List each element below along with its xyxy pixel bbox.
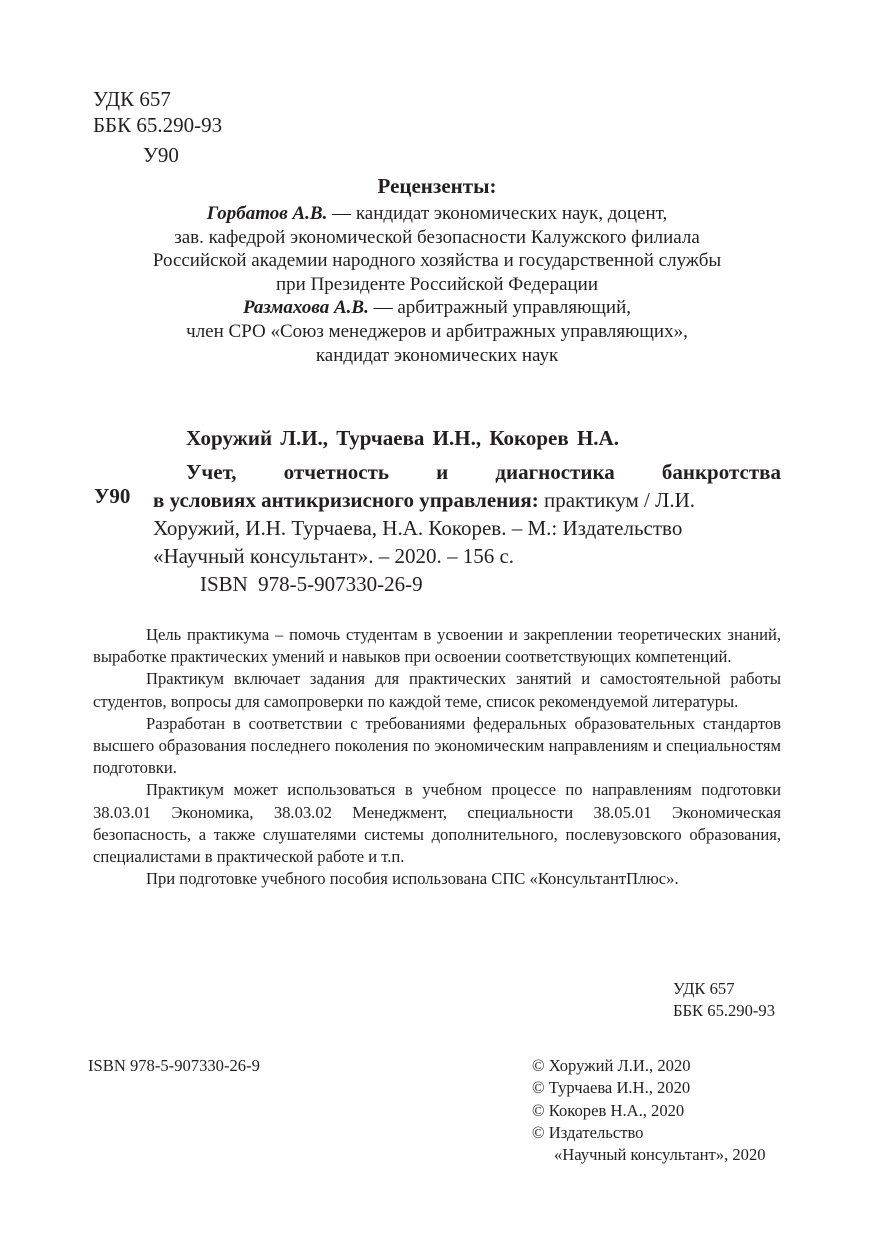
bibliographic-description — [153, 458, 781, 570]
reviewer-1-title: — кандидат экономических наук, доцент, — [327, 203, 668, 224]
copyright-line: © Турчаева И.Н., 2020 — [532, 1078, 691, 1098]
copyright-line: © Хоружий Л.И., 2020 — [532, 1056, 691, 1075]
reviewer-1-line-1 — [90, 202, 784, 226]
reviewer-2-name: Размахова А.В. — [243, 297, 369, 319]
reviewers-block — [90, 172, 784, 367]
annotation-paragraph: Практикум может использоваться в учебном процессе по направлениям подготовки 38.03.01 Экономика, 38.03.02 Менеджмент, специальности 38.05.01 Экономическая безопасность, а также слушателями системы дополнительного, послевузовского образования, специалистами в практической работе и т.п. — [93, 780, 781, 867]
reviewer-2-title: — арбитражный управляющий, — [368, 297, 631, 319]
bib-type: практикум / Л.И. — [538, 488, 696, 512]
copyright-block — [532, 1055, 766, 1166]
reviewer-1-line-3: Российской академии народного хозяйства и государственной службы — [152, 250, 722, 272]
reviewer-1-line-2: зав. кафедрой экономической безопасности Калужского филиала — [174, 226, 700, 248]
reviewer-1-line-4: при Президенте Российской Федерации — [275, 273, 599, 295]
bib-title-rest: в условиях антикризисного управления: — [153, 488, 539, 512]
isbn-bottom: ISBN 978-5-907330-26-9 — [88, 1056, 260, 1075]
annotation-paragraph: Практикум включает задания для практических занятий и самостоятельной работы студентов, вопросы для самопроверки по каждой теме, список рекомендуемой литературы. — [93, 669, 781, 711]
annotation-paragraph: Разработан в соответствии с требованиями федеральных образовательных стандартов высшего образования последнего поколения по экономическим направлениям и специальностям подготовки. — [93, 713, 781, 778]
reviewer-2-line-1 — [90, 296, 784, 320]
annotation-block — [93, 624, 781, 890]
reviewer-2-line-3: кандидат экономических наук — [315, 344, 559, 366]
bbk-code: ББК 65.290-93 — [93, 113, 223, 137]
bbk-code-bottom: ББК 65.290-93 — [673, 1001, 776, 1020]
reviewer-2-line-2: член СРО «Союз менеджеров и арбитражных управляющих», — [186, 320, 688, 342]
bib-line-4: «Научный консультант». – 2020. – 156 с. — [153, 544, 515, 568]
reviewer-1-name: Горбатов А.В. — [206, 203, 328, 224]
annotation-paragraph: При подготовке учебного пособия использована СПС «КонсультантПлюс». — [146, 869, 679, 889]
udk-code-bottom: УДК 657 — [673, 979, 735, 998]
bib-title-line-2 — [153, 486, 781, 514]
reviewers-heading: Рецензенты: — [377, 174, 497, 198]
udk-code: УДК 657 — [93, 87, 171, 111]
copyright-line: © Кокорев Н.А., 2020 — [532, 1100, 685, 1120]
copyright-line: © Издательство — [532, 1122, 644, 1142]
bib-line-3: Хоружий, И.Н. Турчаева, Н.А. Кокорев. – М.: Издательство — [153, 516, 683, 540]
copyright-publisher: «Научный консультант», 2020 — [554, 1145, 766, 1165]
isbn-main: ISBN 978-5-907330-26-9 — [200, 572, 423, 596]
bib-title-line-1: Учет, отчетность и диагностика банкротства — [186, 460, 781, 484]
author-sign-code: У90 — [143, 143, 179, 167]
authors-line: Хоружий Л.И., Турчаева И.Н., Кокорев Н.А. — [186, 426, 619, 450]
bib-author-sign: У90 — [94, 484, 131, 508]
annotation-paragraph: Цель практикума – помочь студентам в усвоении и закреплении теоретических знаний, выработке практических умений и навыков при освоении соответствующих компетенций. — [93, 625, 781, 667]
